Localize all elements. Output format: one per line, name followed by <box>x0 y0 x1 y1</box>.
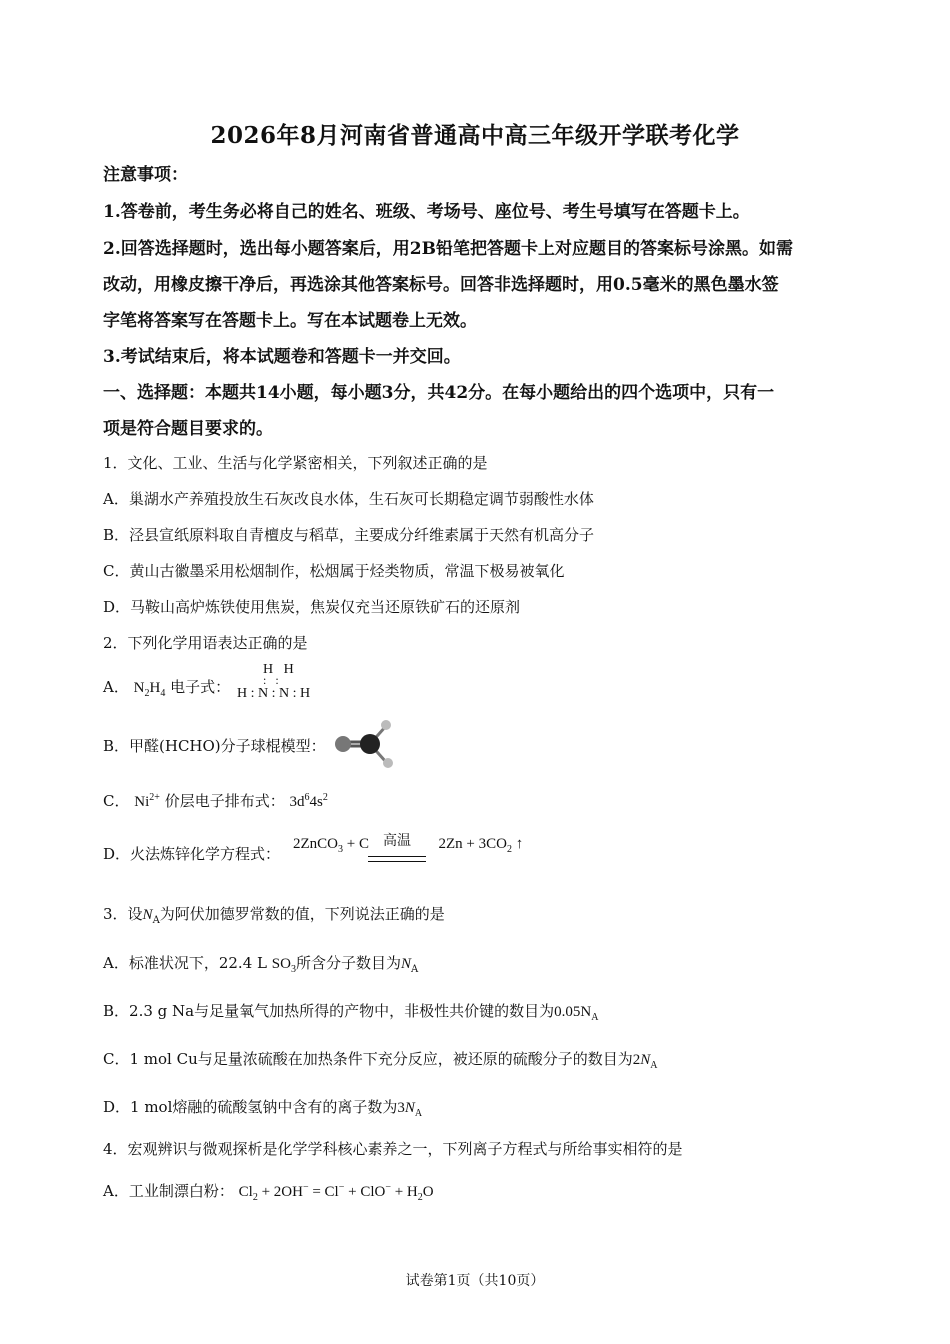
q3-option-d-pre: D．1 mol熔融的硫酸氢钠中含有的离子数为 <box>103 1098 398 1116</box>
q1-stem: 1．文化、工业、生活与化学紧密相关，下列叙述正确的是 <box>103 454 488 472</box>
q4-stem: 4．宏观辨识与微观探析是化学学科核心素养之一，下列离子方程式与所给事实相符的是 <box>103 1140 683 1158</box>
na-symbol: N <box>142 907 153 923</box>
page-title: 2026年8月河南省普通高中高三年级开学联考化学 <box>210 122 740 149</box>
q3-option-b <box>103 1000 598 1023</box>
notice-item-1: 1.答卷前，考生务必将自己的姓名、班级、考场号、座位号、考生号填写在答题卡上。 <box>103 202 750 222</box>
notice-heading: 注意事项： <box>103 165 188 185</box>
ni2plus-configuration: $3d^64s^2$ <box>289 792 328 810</box>
q2-option-c-prefix: C． <box>103 792 130 810</box>
notice-item-3: 3.考试结束后，将本试题卷和答题卡一并交回。 <box>103 347 461 367</box>
q3-option-d <box>103 1096 422 1119</box>
q3-stem-pre: 3．设 <box>103 905 143 923</box>
q2-option-a-prefix: A． <box>103 678 129 696</box>
reaction-condition: 高温 <box>383 834 411 849</box>
q3-option-c-pre: C．1 mol Cu与足量浓硫酸在加热条件下充分反应，被还原的硫酸分子的数目为 <box>103 1050 633 1068</box>
na-value: $2N_A$ <box>632 1052 658 1071</box>
q2-option-b: B．甲醛(HCHO)分子球棍模型： <box>103 737 326 755</box>
na-value: $3N_A$ <box>397 1100 423 1119</box>
q3-option-c <box>103 1048 658 1071</box>
n2h4-formula: $N_2H_4$ <box>133 680 166 699</box>
q3-option-a-mid: 所含分子数目为 <box>295 954 401 972</box>
q1-option-b: B．泾县宣纸原料取自青檀皮与稻草，主要成分纤维素属于天然有机高分子 <box>103 526 595 544</box>
q2-stem: 2．下列化学用语表达正确的是 <box>103 634 308 652</box>
q2-option-d: D．火法炼锌化学方程式： <box>103 845 281 863</box>
section-heading-line-2: 项是符合题目要求的。 <box>103 419 273 439</box>
q3-option-a-pre: A．标准状况下，22.4 L <box>103 954 267 972</box>
q3-option-b-pre: B．2.3 g Na与足量氧气加热所得的产物中，非极性共价键的数目为 <box>103 1002 555 1020</box>
q1-option-a: A．巢湖水产养殖投放生石灰改良水体，生石灰可长期稳定调节弱酸性水体 <box>103 490 594 508</box>
na-symbol: N <box>400 956 411 972</box>
notice-item-2-line-2: 改动，用橡皮擦干净后，再选涂其他答案标号。回答非选择题时，用0.5毫米的黑色墨水签 <box>103 275 779 295</box>
notice-item-2-line-3: 字笔将答案写在答题卡上。写在本试题卷上无效。 <box>103 311 477 331</box>
q3-stem-post: 为阿伏加德罗常数的值，下列说法正确的是 <box>159 905 445 923</box>
q4-option-a <box>103 1180 434 1203</box>
q3-option-a: A．标准状况下，22.4 L $SO_3$所含分子数目为$N_A$ <box>103 954 419 975</box>
so3-formula: $SO_3$ <box>271 956 296 975</box>
equals-sign <box>368 856 426 862</box>
page-footer: 试卷第1页（共10页） <box>405 1273 545 1289</box>
q2-option-c-label: 价层电子排布式： <box>164 792 285 810</box>
bleaching-powder-equation: $Cl_2 + 2OH^- = Cl^- + ClO^- + H_2O$ <box>238 1182 434 1203</box>
q1-option-d: D．马鞍山高炉炼铁使用焦炭，焦炭仅充当还原铁矿石的还原剂 <box>103 598 521 616</box>
q1-option-c: C．黄山古徽墨采用松烟制作，松烟属于烃类物质，常温下极易被氧化 <box>103 562 565 580</box>
ni2plus-ion: $Ni^{2+}$ <box>134 792 160 810</box>
q2-option-a <box>103 676 230 699</box>
q2-option-c <box>103 790 328 811</box>
na-value: $0.05N_A$ <box>554 1004 599 1023</box>
q3-stem: 3．设$N_A$为阿伏加德罗常数的值，下列说法正确的是 <box>103 905 445 926</box>
notice-item-2-line-1: 2.回答选择题时，选出每小题答案后，用2B铅笔把答题卡上对应题目的答案标号涂黑。如需 <box>103 239 793 259</box>
zinc-smelting-equation: 2ZnCO$_3$ + C $2Zn + 3CO_2$ ↑ 高温 <box>293 836 523 855</box>
formaldehyde-ball-stick-model <box>330 716 400 772</box>
section-heading-line-1: 一、选择题：本题共14小题，每小题3分，共42分。在每小题给出的四个选项中，只有一 <box>103 383 775 403</box>
q4-option-a-pre: A．工业制漂白粉： <box>103 1182 234 1200</box>
q2-option-a-label: 电子式： <box>170 678 231 696</box>
